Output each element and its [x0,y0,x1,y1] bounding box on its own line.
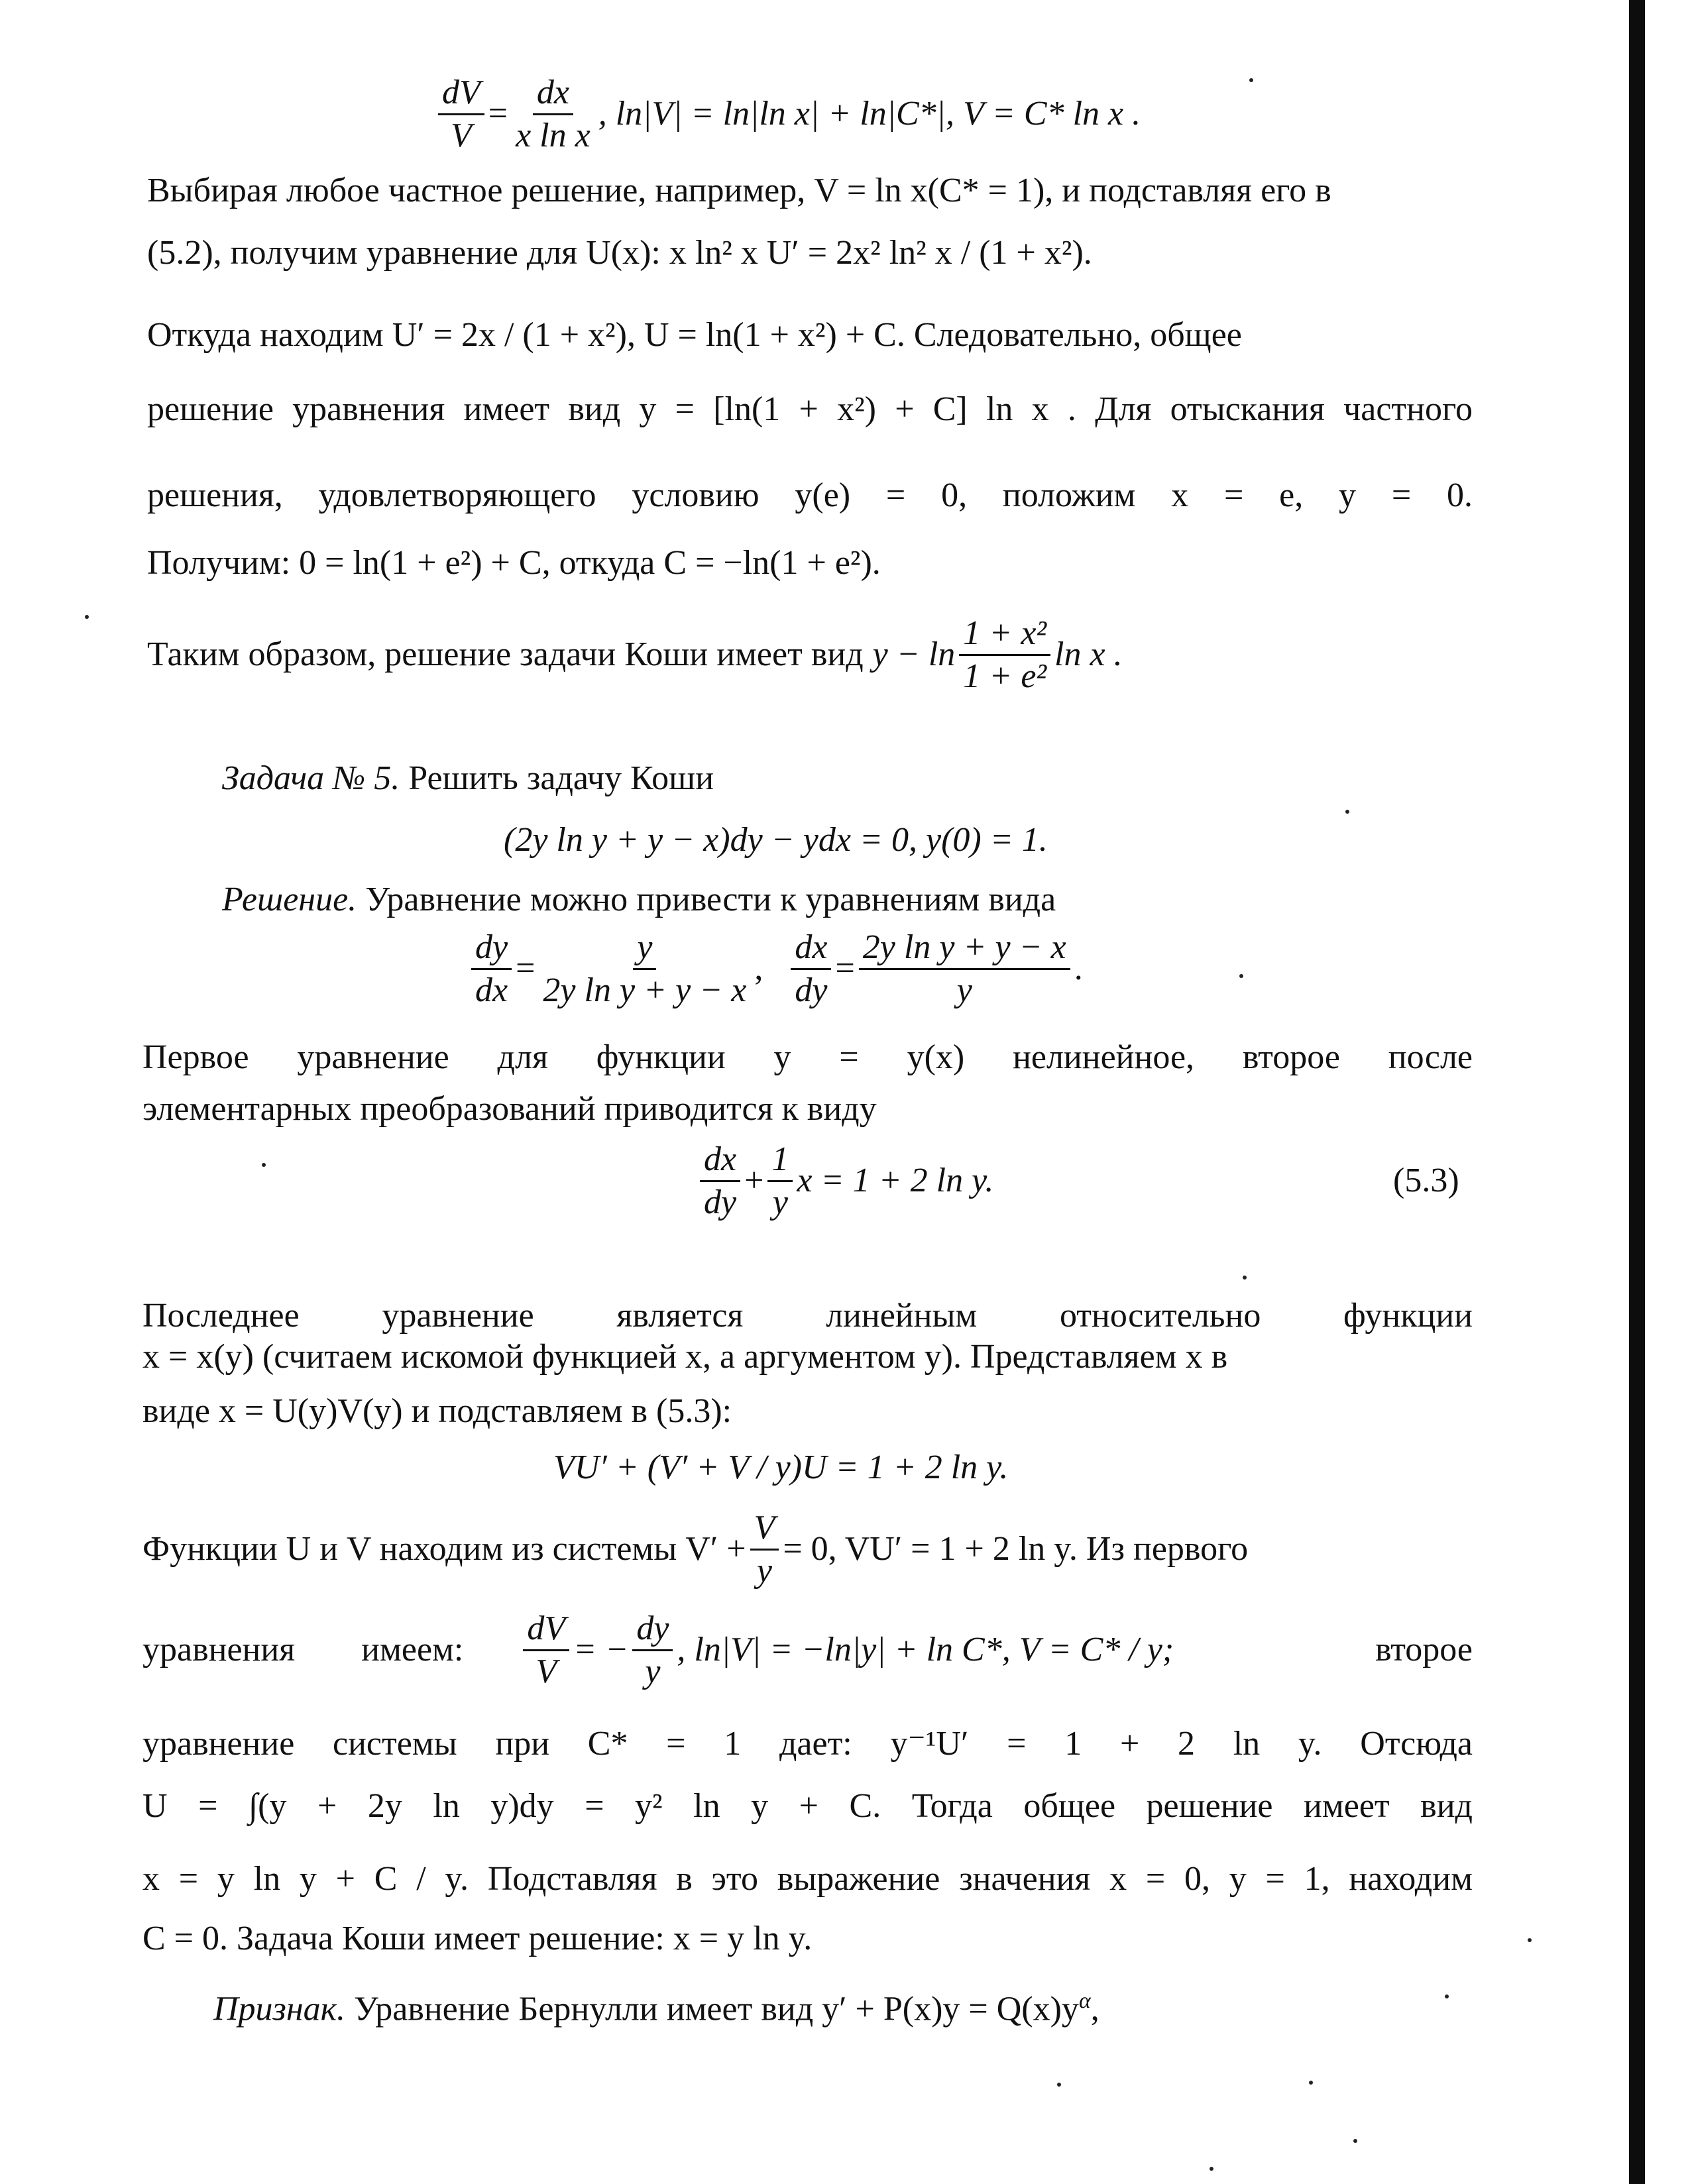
fraction-numerator: 1 [767,1139,793,1182]
scan-speck [1528,1938,1532,1942]
text-line: (5.2), получим уравнение для U(x): x ln² x U′ = 2x² ln² x / (1 + x²). [147,234,1092,272]
fraction-denominator: y [956,971,972,1009]
equation-number: (5.3) [1393,1162,1459,1199]
text-line: решения, удовлетворяющего условию y(e) = 0, положим x = e, y = 0. [147,476,1473,514]
fraction-numerator: V [750,1507,779,1551]
scan-speck [1353,2139,1357,2143]
equals-sign: = [488,95,508,133]
equals-sign: = [835,950,855,987]
fraction-denominator: y [756,1551,772,1590]
solution-heading [222,880,1056,920]
solution-label: Решение. [222,881,357,918]
sign-text: Уравнение Бернулли имеет вид y′ + P(x)y = Q(x)y [353,1990,1079,2028]
scan-speck [1210,2167,1213,2171]
scan-speck [1345,810,1349,814]
cauchy-solution-line [147,608,1123,701]
text-segment: Функции U и V находим из системы V′ + [142,1530,746,1568]
text-line: Последнее уравнение является линейным относительно функции [142,1297,1473,1335]
equation-text: = − [573,1631,629,1668]
exponent-alpha: α [1078,1989,1091,2013]
fraction-numerator: dx [791,927,831,970]
text-line: Выбирая любое частное решение, например, V = ln x(C* = 1), и подставляя его в [147,172,1331,209]
fraction-numerator: 1 + x² [959,613,1050,656]
text-line: x = y ln y + C / y. Подставляя в это выражение значения x = 0, y = 1, находим [142,1860,1473,1898]
text-segment: второе [1375,1631,1473,1668]
we-have-line [142,1604,1473,1696]
sign-end: , [1090,1990,1099,2028]
bernoulli-sign [213,1981,1099,2029]
scan-speck [1309,2081,1313,2085]
fraction-numerator: 2y ln y + y − x [859,927,1070,970]
text-line: Откуда находим U′ = 2x / (1 + x²), U = ln(1 + x²) + C. Следовательно, общее [147,316,1242,354]
task-text: Решить задачу Коши [408,759,714,797]
fraction-denominator: dy [704,1183,737,1221]
text-segment: уравнения [142,1631,296,1668]
fraction-numerator: y [633,927,656,970]
fraction-numerator: dx [533,72,573,115]
formula-right: ln x . [1054,635,1123,673]
sign-label: Признак. [213,1990,345,2028]
text-line: C = 0. Задача Коши имеет решение: x = y ln y. [142,1920,813,1957]
text-segment: имеем: [361,1631,464,1668]
separator: , [754,950,763,987]
text-line: U = ∫(y + 2y ln y)dy = y² ln y + C. Тогда общее решение имеет вид [142,1787,1473,1825]
fraction-numerator: dV [438,72,484,115]
fraction-numerator: dy [471,927,512,970]
period: . [1074,950,1083,987]
equation-text: x = 1 + 2 ln y. [797,1162,994,1199]
scan-speck [1057,2083,1061,2087]
equation-text: , ln|V| = −ln|y| + ln C*, V = C* / y; [677,1631,1174,1668]
scan-speck [85,615,89,619]
fraction-denominator: 1 + e² [963,657,1047,695]
equation-text: , ln|V| = ln|ln x| + ln|C*|, V = C* ln x . [598,95,1141,133]
text-line: Получим: 0 = ln(1 + e²) + C, откуда C = −ln(1 + e²). [147,544,881,582]
task-label: Задача № 5. [222,759,400,797]
system-line [142,1503,1248,1596]
plus-sign: + [744,1162,764,1199]
scan-speck [1249,78,1253,82]
text-line: уравнение системы при C* = 1 дает: y⁻¹U′ = 1 + 2 ln y. Отсюда [142,1725,1473,1763]
fraction-denominator: 2y ln y + y − x [543,971,747,1009]
equation-5-3 [696,1134,993,1227]
text-line: виде x = U(y)V(y) и подставляем в (5.3): [142,1392,732,1430]
fraction-denominator: dx [475,971,508,1009]
scan-speck [1239,974,1243,978]
fraction-denominator: dy [795,971,828,1009]
equation-separation [434,68,1141,160]
equals-sign: = [516,950,535,987]
fraction-numerator: dy [632,1608,673,1651]
fraction-denominator: x ln x [516,116,591,154]
task-heading [222,759,714,798]
text-line: решение уравнения имеет вид y = [ln(1 + x²) + C] ln x . Для отыскания частного [147,390,1473,428]
text-segment: = 0, VU′ = 1 + 2 ln y. Из первого [783,1530,1249,1568]
formula-left: y − ln [872,635,956,673]
text-line: элементарных преобразований приводится к виду [142,1090,877,1128]
scan-speck [1243,1276,1247,1280]
text-segment: Таким образом, решение задачи Коши имеет вид [147,635,864,673]
solution-text: Уравнение можно привести к уравнениям вида [365,881,1056,918]
fraction-denominator: V [535,1652,557,1690]
text-line: x = x(y) (считаем искомой функцией x, а аргументом y). Представляем x в [142,1338,1228,1376]
fraction-denominator: y [645,1652,661,1690]
scan-speck [262,1163,266,1167]
fraction-numerator: dx [700,1139,740,1182]
equation-pair [467,922,1083,1015]
task-equation: (2y ln y + y − x)dy − ydx = 0, y(0) = 1. [504,821,1048,859]
fraction-numerator: dV [523,1608,569,1651]
fraction-denominator: y [772,1183,788,1221]
scan-speck [1445,1994,1449,1998]
substitution-equation: VU′ + (V′ + V / y)U = 1 + 2 ln y. [553,1448,1009,1486]
fraction-denominator: V [451,116,472,154]
text-line: Первое уравнение для функции y = y(x) нелинейное, второе после [142,1038,1473,1076]
scan-edge-bar [1629,0,1645,2184]
